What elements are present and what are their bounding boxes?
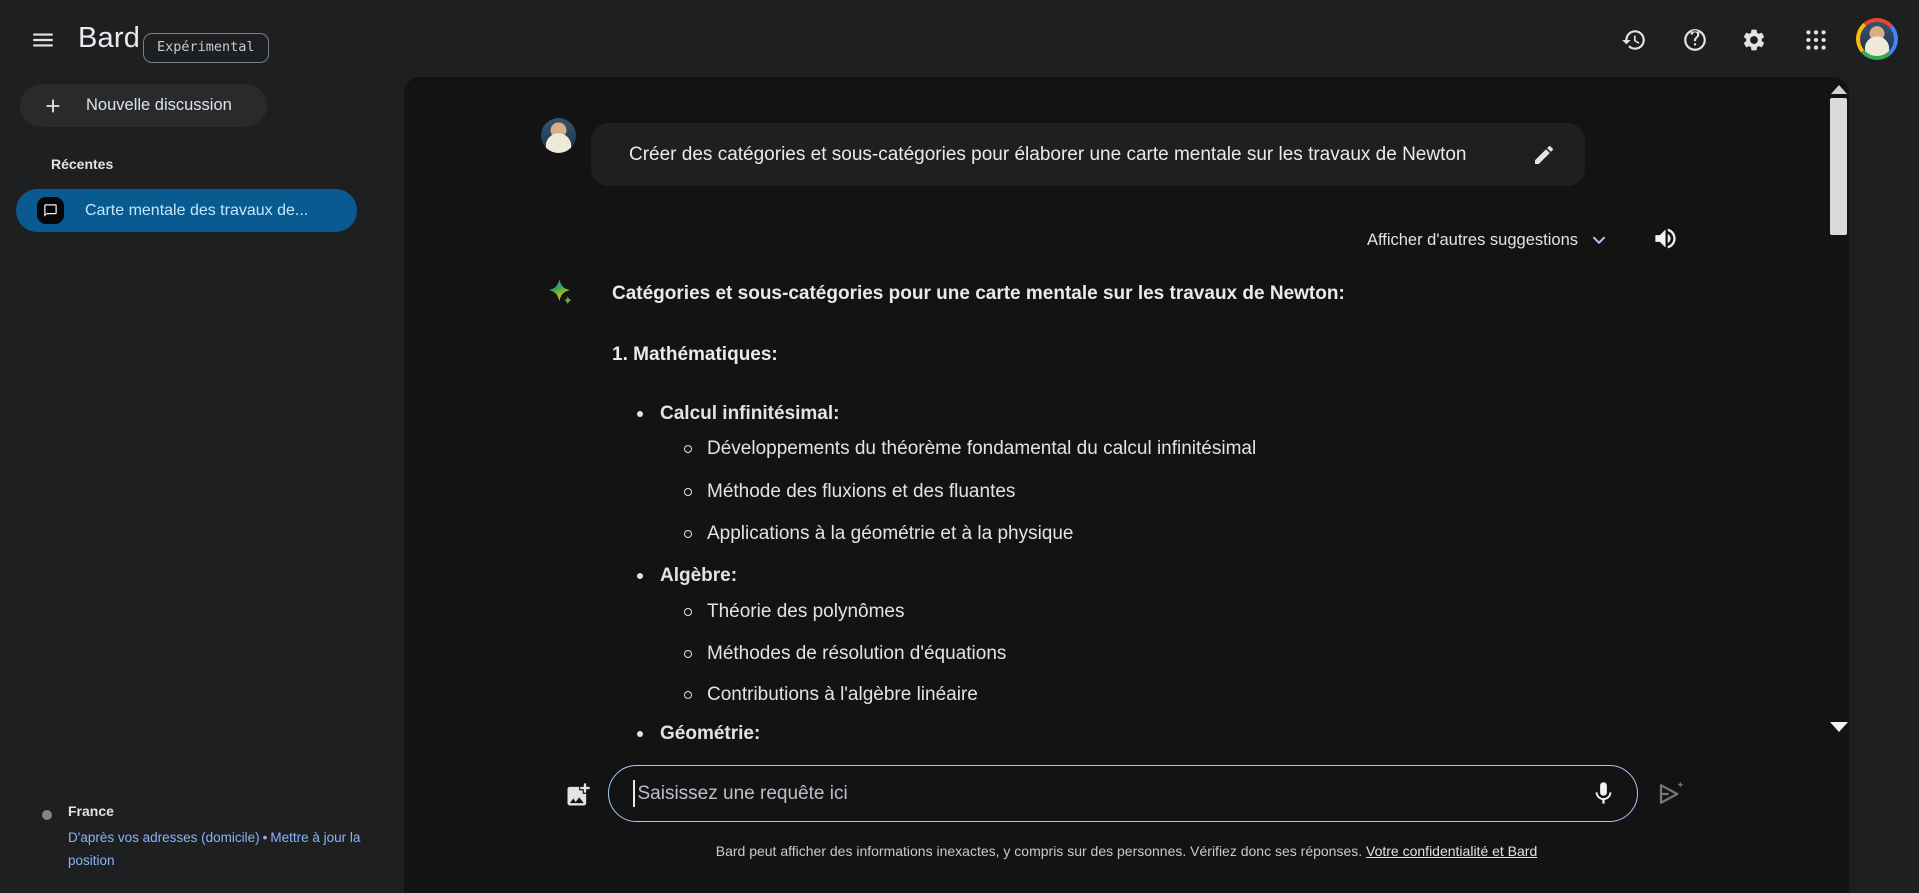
- scroll-up-arrow[interactable]: [1831, 85, 1847, 94]
- add-image-icon: [564, 781, 592, 809]
- speaker-icon: [1652, 225, 1679, 252]
- user-message-bubble: [591, 123, 1585, 186]
- chat-panel: [404, 77, 1849, 893]
- circle-bullet-icon: [684, 445, 692, 453]
- location-separator: •: [262, 830, 268, 845]
- list-item-geometrie: Géométrie:: [637, 720, 760, 739]
- submit-prompt-button[interactable]: [1656, 779, 1686, 809]
- circle-bullet-icon: [684, 608, 692, 616]
- disclaimer-main: Bard peut afficher des informations inexactes, y compris sur des personnes. Vérifiez donc ses réponses.: [715, 843, 1363, 859]
- bard-response: [404, 272, 1804, 739]
- mic-icon: [1590, 780, 1617, 807]
- account-avatar[interactable]: [1856, 18, 1898, 60]
- scrollbar-thumb[interactable]: [1830, 98, 1847, 235]
- list-subitem: Théorie des polynômes: [684, 598, 905, 626]
- location-country: France: [68, 803, 114, 819]
- conversation-title: Carte mentale des travaux de...: [85, 201, 309, 219]
- show-other-suggestions-button[interactable]: [1367, 225, 1610, 255]
- pencil-icon: [1532, 143, 1556, 167]
- suggestions-label: Afficher d'autres suggestions: [1366, 230, 1578, 249]
- bullet-icon: [637, 411, 643, 417]
- read-aloud-button[interactable]: [1652, 225, 1679, 252]
- list-subitem: Développements du théorème fondamental du calcul infinitésimal: [684, 435, 1256, 463]
- circle-bullet-icon: [684, 488, 692, 496]
- list-item-calcul: Calcul infinitésimal:: [637, 400, 839, 428]
- app-title: Bard: [78, 22, 141, 54]
- plus-icon: [42, 95, 64, 117]
- location-details: [68, 826, 382, 872]
- chevron-down-icon: [1588, 229, 1610, 251]
- list-subitem: Méthode des fluxions et des fluantes: [684, 478, 1015, 506]
- sidebar-conversation-item[interactable]: [16, 189, 357, 232]
- privacy-link[interactable]: Votre confidentialité et Bard: [1366, 843, 1538, 859]
- disclaimer-text: [404, 843, 1849, 859]
- list-subitem: Méthodes de résolution d'équations: [684, 640, 1006, 668]
- prompt-placeholder: Saisissez une requête ici: [637, 782, 848, 804]
- history-button[interactable]: [1621, 27, 1647, 53]
- send-sparkle-icon: [1656, 779, 1686, 809]
- main-menu-button[interactable]: [28, 26, 58, 54]
- help-icon: [1682, 27, 1708, 53]
- list-item-algebre: Algèbre:: [637, 562, 737, 590]
- user-avatar: [541, 118, 576, 153]
- new-chat-button[interactable]: [20, 84, 267, 127]
- location-source-link[interactable]: D'après vos adresses (domicile): [68, 830, 260, 845]
- gear-icon: [1741, 27, 1767, 53]
- list-subitem: Applications à la géométrie et à la physique: [684, 520, 1074, 548]
- circle-bullet-icon: [684, 530, 692, 538]
- list-subitem: Contributions à l'algèbre linéaire: [684, 681, 978, 709]
- chat-bubble-icon: [37, 197, 64, 224]
- recent-section-label: Récentes: [51, 156, 114, 172]
- circle-bullet-icon: [684, 650, 692, 658]
- help-button[interactable]: [1682, 27, 1708, 53]
- apps-grid-icon: [1803, 27, 1829, 53]
- avatar-photo: [1860, 22, 1894, 56]
- microphone-button[interactable]: [1590, 780, 1617, 807]
- user-message-text: Créer des catégories et sous-catégories pour élaborer une carte mentale sur les travaux de Newton: [629, 143, 1467, 165]
- bullet-icon: [637, 731, 643, 737]
- new-chat-label: Nouvelle discussion: [86, 96, 232, 114]
- text-caret: [633, 780, 635, 807]
- history-icon: [1621, 27, 1647, 53]
- scroll-down-arrow[interactable]: [1830, 722, 1848, 732]
- prompt-input[interactable]: [608, 765, 1638, 822]
- response-intro: Catégories et sous-catégories pour une carte mentale sur les travaux de Newton:: [612, 283, 1345, 304]
- update-location-link[interactable]: Mettre à jour la position: [68, 830, 361, 868]
- settings-button[interactable]: [1741, 27, 1767, 53]
- google-apps-button[interactable]: [1803, 27, 1829, 53]
- location-dot-icon: [42, 810, 52, 820]
- circle-bullet-icon: [684, 691, 692, 699]
- upload-image-button[interactable]: [564, 781, 592, 809]
- bullet-icon: [637, 573, 643, 579]
- hamburger-icon: [30, 27, 56, 53]
- edit-prompt-button[interactable]: [1532, 143, 1556, 167]
- experimental-badge: Expérimental: [143, 33, 269, 63]
- response-section-1: 1. Mathématiques:: [612, 344, 778, 365]
